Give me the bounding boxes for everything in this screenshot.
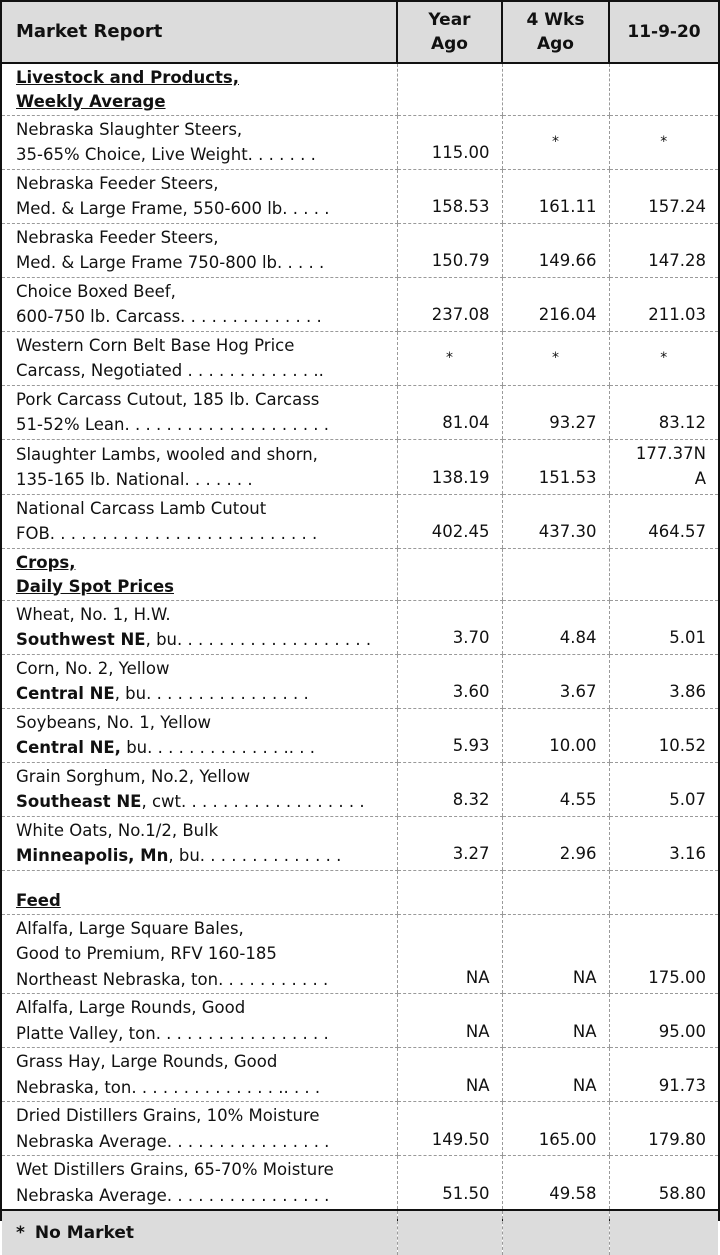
market-report-table <box>2 2 718 1255</box>
value-4wks-ago: 151.53 <box>502 439 609 494</box>
row-label: Wet Distillers Grains, 65-70% Moisture Nebraska Average. . . . . . . . . . . . . . . . <box>2 1156 397 1211</box>
value-4wks-ago: 165.00 <box>502 1102 609 1156</box>
col-year-ago: Year Ago <box>397 2 502 63</box>
value-4wks-ago: 437.30 <box>502 494 609 548</box>
value-4wks-ago: 49.58 <box>502 1156 609 1211</box>
value-year-ago: 150.79 <box>397 223 502 277</box>
value-4wks-ago: NA <box>502 994 609 1048</box>
no-market-star-icon: * <box>609 115 718 169</box>
section-title: Crops, Daily Spot Prices <box>2 548 397 600</box>
col-current-date: 11-9-20 <box>609 2 718 63</box>
no-market-star-icon: * <box>502 331 609 385</box>
row-label: Pork Carcass Cutout, 185 lb. Carcass 51-52% Lean. . . . . . . . . . . . . . . . . . . . <box>2 385 397 439</box>
value-current: 157.24 <box>609 169 718 223</box>
table-row <box>2 762 718 816</box>
row-label: Nebraska Slaughter Steers, 35-65% Choice, Live Weight. . . . . . . <box>2 115 397 169</box>
table-row <box>2 994 718 1048</box>
value-year-ago: 51.50 <box>397 1156 502 1211</box>
row-label: Corn, No. 2, Yellow Central NE, bu. . . . . . . . . . . . . . . . <box>2 654 397 708</box>
header-row <box>2 2 718 63</box>
value-year-ago: NA <box>397 1048 502 1102</box>
section-livestock-header <box>2 63 718 115</box>
value-year-ago: 81.04 <box>397 385 502 439</box>
footnote-no-market: * No Market <box>2 1210 397 1255</box>
row-label: Soybeans, No. 1, Yellow Central NE, bu. . . . . . . . . . . . . .. . . <box>2 708 397 762</box>
value-4wks-ago: 161.11 <box>502 169 609 223</box>
table-row <box>2 494 718 548</box>
value-current: 5.07 <box>609 762 718 816</box>
value-4wks-ago: 3.67 <box>502 654 609 708</box>
table-row <box>2 169 718 223</box>
no-market-star-icon: * <box>502 115 609 169</box>
no-market-star-icon: * <box>609 331 718 385</box>
value-current: 179.80 <box>609 1102 718 1156</box>
table-row <box>2 1048 718 1102</box>
value-current: 175.00 <box>609 914 718 994</box>
value-year-ago: 5.93 <box>397 708 502 762</box>
value-current: 95.00 <box>609 994 718 1048</box>
row-label: Grass Hay, Large Rounds, Good Nebraska, ton. . . . . . . . . . . . . . .. . . . <box>2 1048 397 1102</box>
value-year-ago: 3.27 <box>397 816 502 870</box>
row-label: Dried Distillers Grains, 10% Moisture Nebraska Average. . . . . . . . . . . . . . . . <box>2 1102 397 1156</box>
value-current: 177.37N A <box>609 439 718 494</box>
row-label: Grain Sorghum, No.2, Yellow Southeast NE, cwt. . . . . . . . . . . . . . . . . . <box>2 762 397 816</box>
table-row <box>2 816 718 870</box>
value-current: 3.16 <box>609 816 718 870</box>
section-crops-header <box>2 548 718 600</box>
row-label: Alfalfa, Large Rounds, Good Platte Valley, ton. . . . . . . . . . . . . . . . . <box>2 994 397 1048</box>
value-4wks-ago: 4.84 <box>502 600 609 654</box>
value-year-ago: 149.50 <box>397 1102 502 1156</box>
value-4wks-ago: 216.04 <box>502 277 609 331</box>
table-row <box>2 115 718 169</box>
table-row <box>2 385 718 439</box>
row-label: Western Corn Belt Base Hog Price Carcass, Negotiated . . . . . . . . . . . . .. <box>2 331 397 385</box>
value-year-ago: NA <box>397 914 502 994</box>
asterisk-icon: * <box>16 1223 25 1243</box>
section-title: Feed <box>2 870 397 914</box>
value-year-ago: NA <box>397 994 502 1048</box>
table-row <box>2 277 718 331</box>
report-title: Market Report <box>2 2 397 63</box>
section-title: Livestock and Products, Weekly Average <box>2 63 397 115</box>
value-4wks-ago: NA <box>502 914 609 994</box>
no-market-star-icon: * <box>397 331 502 385</box>
row-label: Slaughter Lambs, wooled and shorn, 135-165 lb. National. . . . . . . <box>2 439 397 494</box>
row-label: White Oats, No.1/2, Bulk Minneapolis, Mn, bu. . . . . . . . . . . . . . <box>2 816 397 870</box>
value-year-ago: 138.19 <box>397 439 502 494</box>
value-year-ago: 158.53 <box>397 169 502 223</box>
value-current: 58.80 <box>609 1156 718 1211</box>
value-4wks-ago: NA <box>502 1048 609 1102</box>
value-4wks-ago: 10.00 <box>502 708 609 762</box>
value-year-ago: 3.60 <box>397 654 502 708</box>
row-label: Nebraska Feeder Steers, Med. & Large Frame 750-800 lb. . . . . <box>2 223 397 277</box>
value-4wks-ago: 93.27 <box>502 385 609 439</box>
value-year-ago: 402.45 <box>397 494 502 548</box>
value-4wks-ago: 149.66 <box>502 223 609 277</box>
row-label: Nebraska Feeder Steers, Med. & Large Frame, 550-600 lb. . . . . <box>2 169 397 223</box>
value-year-ago: 237.08 <box>397 277 502 331</box>
value-current: 147.28 <box>609 223 718 277</box>
value-current: 10.52 <box>609 708 718 762</box>
value-4wks-ago: 2.96 <box>502 816 609 870</box>
table-row <box>2 439 718 494</box>
value-year-ago: 3.70 <box>397 600 502 654</box>
value-current: 211.03 <box>609 277 718 331</box>
row-label: Alfalfa, Large Square Bales, Good to Premium, RFV 160-185 Northeast Nebraska, ton. . . . . . . . . . . <box>2 914 397 994</box>
footer-row <box>2 1210 718 1255</box>
row-label: Choice Boxed Beef, 600-750 lb. Carcass. . . . . . . . . . . . . . <box>2 277 397 331</box>
table-row <box>2 1156 718 1211</box>
value-current: 464.57 <box>609 494 718 548</box>
row-label: National Carcass Lamb Cutout FOB. . . . . . . . . . . . . . . . . . . . . . . . . . <box>2 494 397 548</box>
row-label: Wheat, No. 1, H.W. Southwest NE, bu. . . . . . . . . . . . . . . . . . . <box>2 600 397 654</box>
table-row <box>2 600 718 654</box>
table-row <box>2 708 718 762</box>
value-current: 83.12 <box>609 385 718 439</box>
value-4wks-ago: 4.55 <box>502 762 609 816</box>
value-current: 3.86 <box>609 654 718 708</box>
value-year-ago: 115.00 <box>397 115 502 169</box>
table-row <box>2 654 718 708</box>
table-row <box>2 914 718 994</box>
value-year-ago: 8.32 <box>397 762 502 816</box>
col-4wks-ago: 4 Wks Ago <box>502 2 609 63</box>
section-feed-header <box>2 870 718 914</box>
table-row <box>2 1102 718 1156</box>
table-row <box>2 331 718 385</box>
table-row <box>2 223 718 277</box>
value-current: 91.73 <box>609 1048 718 1102</box>
value-current: 5.01 <box>609 600 718 654</box>
